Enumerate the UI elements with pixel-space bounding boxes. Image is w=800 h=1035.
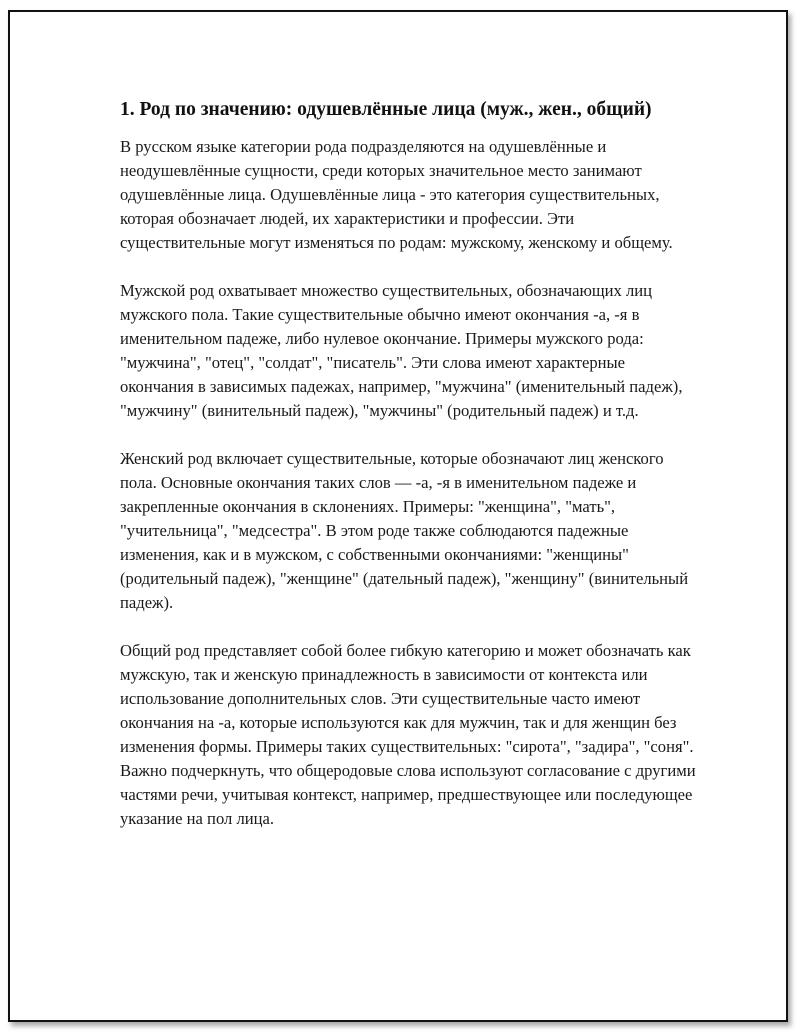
paragraph-masculine: Мужской род охватывает множество существительных, обозначающих лиц мужского пола. Такие существительные обычно имеют окончания -а, -я в именительном падеже, либо нулевое окончание. Примеры мужского рода: "мужчина", "отец", "солдат", "писатель". Эти слова имеют характерные окончания в зависимых падежах, например, "мужчина" (именительный падеж), "мужчину" (винительный падеж), "мужчины" (родительный падеж) и т.д. [120,281,683,420]
document-content [120,96,700,855]
document-page [8,10,788,1022]
section-heading: 1. Род по значению: одушевлённые лица (муж., жен., общий) [120,99,652,120]
paragraph-common: Общий род представляет собой более гибкую категорию и может обозначать как мужскую, так и женскую принадлежность в зависимости от контекста или использование дополнительных слов. Эти существительные часто имеют окончания на -а, которые используются как для мужчин, так и для женщин без изменения формы. Примеры таких существительных: "сирота", "задира", "соня". Важно подчеркнуть, что общеродовые слова используют согласование с другими частями речи, учитывая контекст, например, предшествующее или последующее указание на пол лица. [120,641,696,828]
paragraph-feminine: Женский род включает существительные, которые обозначают лиц женского пола. Основные окончания таких слов — -а, -я в именительном падеже и закрепленные окончания в склонениях. Примеры: "женщина", "мать", "учительница", "медсестра". В этом роде также соблюдаются падежные изменения, как и в мужском, с собственными окончаниями: "женщины" (родительный падеж), "женщине" (дательный падеж), "женщину" (винительный падеж). [120,449,689,612]
paragraph-intro: В русском языке категории рода подразделяются на одушевлённые и неодушевлённые сущности, среди которых значительное место занимают одушевлённые лица. Одушевлённые лица - это категория существительных, которая обозначает людей, их характеристики и профессии. Эти существительные могут изменяться по родам: мужскому, женскому и общему. [120,137,673,252]
